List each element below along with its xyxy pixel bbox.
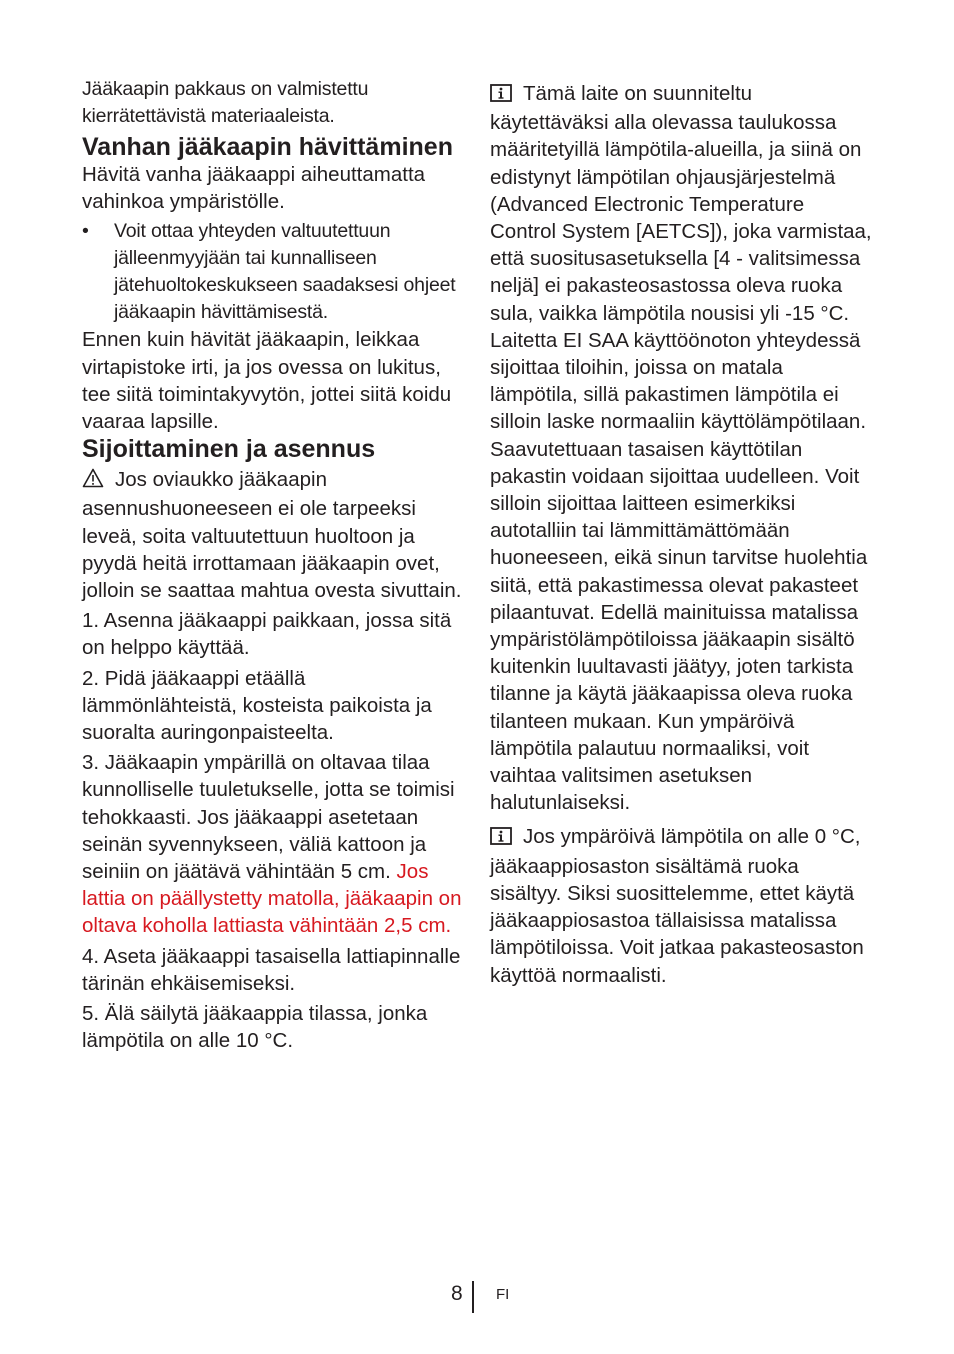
heading-disposal: Vanhan jääkaapin hävittäminen [82,133,453,161]
info-icon [490,825,512,852]
disposal-warning: Ennen kuin hävität jääkaapin, leikkaa virtapistoke irti, ja jos ovessa on lukitus, tee siitä toimintakyvytön, jottei siitä koidu vaaraa lapsille. [82,328,452,434]
step-4: 4. Aseta jääkaappi tasaisella lattiapinnalle tärinän ehkäisemiseksi. [82,944,461,995]
temperature-note-text: Tämä laite on suunniteltu käytettäväksi alla olevassa taulukossa määritetyillä lämpötila-alueilla, ja siinä on edistynyt lämpötilan ohjausjärjestelmä (Advanced Electronic Temperature Control System [AETCS]), joka varmistaa, että suositusasetuksella [4 - valitsimessa neljä] ei pakasteosastossa oleva ruoka sula, vaikka lämpötila nousisi yli -15 °C. Laitetta EI SAA käyttöönoton yhteydessä sijoittaa tiloihin, joissa on matala lämpötila, sillä pakastimen lämpötila ei silloin laske normaaliin käyttölämpötilaan. Saavutettuaan tasaisen käyttötilan pakastin voidaan sijoittaa uudelleen. Voit silloin sijoittaa laitteen esimerkiksi autotalliin tai lämmittämättömään huoneeseen, eikä sinun tarvitse huolehtia siitä, että pakastimessa olevat pakasteet pilaantuvat. Edellä mainituissa matalissa ympäristölämpötiloissa jääkaapin sisältö kuitenkin luultavasti jäätyy, joten tarkista tilanne ja käytä jääkaapissa oleva ruoka tilanteen mukaan. Kun ympäröivä lämpötila palautuu normaaliksi, voit vaihtaa valitsimen asetuksen halutunlaiseksi. [490,82,872,815]
right-column [490,76,872,989]
step-1: 1. Asenna jääkaappi paikkaan, jossa sitä on helppo käyttää. [82,609,452,660]
warning-triangle-icon [82,468,104,495]
step-3-text: 3. Jääkaapin ympärillä on oltavaa tilaa kunnolliselle tuuletukselle, jotta se toimisi tehokkaasti. Jos jääkaappi asetetaan seinän syvennykseen, väliä kattoon ja seiniin on jäätävä vähintään 5 cm. [82,751,455,884]
footer-divider [472,1281,474,1313]
temperature-note [490,80,872,816]
bullet-symbol: • [82,220,89,243]
bullet-text: Voit ottaa yhteyden valtuutettuun jälleenmyyjään tai kunnalliseen jätehuoltokeskukseen saadaksesi ohjeet jääkaapin hävittämisestä. [114,220,456,324]
step-2: 2. Pidä jääkaappi etäällä lämmönlähteistä, kosteista paikoista ja suoralta auringonpaisteelta. [82,666,432,745]
page-number: 8 [451,1282,463,1305]
step-5: 5. Älä säilytä jääkaappia tilassa, jonka lämpötila on alle 10 °C. [82,1002,428,1053]
left-column [82,76,464,1054]
language-code: FI [496,1286,510,1303]
heading-install: Sijoittaminen ja asennus [82,435,376,464]
cold-ambient-note-text: Jos ympäröivä lämpötila on alle 0 °C, jääkaappiosaston sisältämä ruoka sisältyy. Siksi suosittelemme, ettet käytä jääkaappiosastoa tällaisissa matalissa lämpötiloissa. Voit jatkaa pakasteosaston käyttöä normaalisti. [490,825,864,987]
step-3 [82,749,464,939]
disposal-text: Hävitä vanha jääkaappi aiheuttamatta vahinkoa ympäristölle. [82,163,426,214]
bullet-item [82,218,464,326]
install-warning [82,466,464,604]
info-icon [490,82,512,109]
install-warning-text: Jos oviaukko jääkaapin asennushuoneeseen ei ole tarpeeksi leveä, soita valtuutettuun huoltoon ja pyydä heitä irrottamaan jääkaapin ovet, jolloin se saattaa mahtua ovesta sivuttain. [82,468,462,603]
packaging-note: Jääkaapin pakkaus on valmistettu kierrätettävistä materiaaleista. [82,78,369,127]
cold-ambient-note [490,823,872,988]
step-3-carpet-note: Jos lattia on päällystetty matolla, jääkaapin on oltava koholla lattiasta vähintään 2,5 cm. [82,860,462,938]
